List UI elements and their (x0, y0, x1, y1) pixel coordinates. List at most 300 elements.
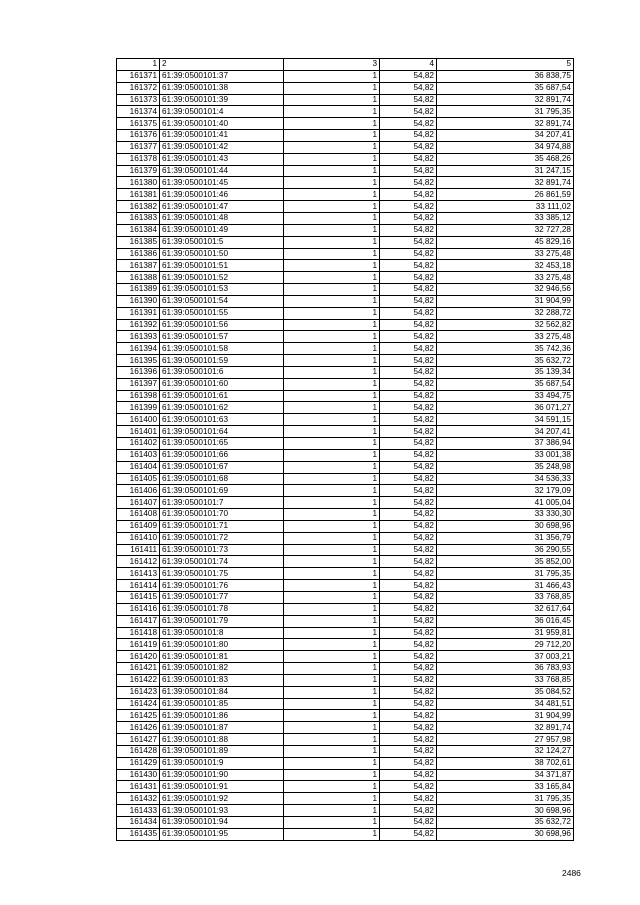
table-row (117, 805, 574, 817)
cell-quantity: 1 (284, 94, 380, 106)
cell-cadastral-number: 61:39:0500101:50 (160, 248, 284, 260)
cell-area: 54,82 (380, 757, 437, 769)
cell-quantity: 1 (284, 248, 380, 260)
cell-row-id: 161377 (117, 141, 160, 153)
page-number: 2486 (562, 868, 581, 878)
cell-value: 34 536,33 (437, 473, 574, 485)
cell-quantity: 1 (284, 603, 380, 615)
cell-row-id: 161411 (117, 544, 160, 556)
cell-cadastral-number: 61:39:0500101:6 (160, 366, 284, 378)
table-row (117, 82, 574, 94)
table-row (117, 509, 574, 521)
table-row (117, 426, 574, 438)
cell-row-id: 161379 (117, 165, 160, 177)
cell-quantity: 1 (284, 710, 380, 722)
cell-row-id: 161421 (117, 663, 160, 675)
cell-area: 54,82 (380, 734, 437, 746)
table-row (117, 674, 574, 686)
cell-cadastral-number: 61:39:0500101:59 (160, 355, 284, 367)
table-row (117, 817, 574, 829)
table-row (117, 295, 574, 307)
table-row (117, 70, 574, 82)
table-row (117, 627, 574, 639)
cell-quantity: 1 (284, 272, 380, 284)
cell-row-id: 161415 (117, 591, 160, 603)
table-row (117, 473, 574, 485)
header-row (117, 59, 574, 71)
cell-area: 54,82 (380, 141, 437, 153)
cell-quantity: 1 (284, 485, 380, 497)
cell-cadastral-number: 61:39:0500101:5 (160, 236, 284, 248)
cell-area: 54,82 (380, 568, 437, 580)
cell-row-id: 161372 (117, 82, 160, 94)
cell-row-id: 161422 (117, 674, 160, 686)
cell-row-id: 161400 (117, 414, 160, 426)
cell-row-id: 161395 (117, 355, 160, 367)
cell-value: 32 727,28 (437, 224, 574, 236)
cell-value: 35 139,34 (437, 366, 574, 378)
cell-row-id: 161409 (117, 520, 160, 532)
cell-cadastral-number: 61:39:0500101:81 (160, 651, 284, 663)
table-row (117, 663, 574, 675)
cell-cadastral-number: 61:39:0500101:71 (160, 520, 284, 532)
cell-area: 54,82 (380, 745, 437, 757)
cell-row-id: 161378 (117, 153, 160, 165)
cell-cadastral-number: 61:39:0500101:90 (160, 769, 284, 781)
cell-cadastral-number: 61:39:0500101:82 (160, 663, 284, 675)
cell-area: 54,82 (380, 177, 437, 189)
cell-value: 32 891,74 (437, 94, 574, 106)
cell-row-id: 161407 (117, 497, 160, 509)
cell-quantity: 1 (284, 639, 380, 651)
cell-value: 30 698,96 (437, 805, 574, 817)
cell-value: 32 288,72 (437, 307, 574, 319)
cell-cadastral-number: 61:39:0500101:38 (160, 82, 284, 94)
cell-cadastral-number: 61:39:0500101:37 (160, 70, 284, 82)
cell-row-id: 161429 (117, 757, 160, 769)
cell-quantity: 1 (284, 201, 380, 213)
cell-value: 35 084,52 (437, 686, 574, 698)
cell-area: 54,82 (380, 201, 437, 213)
cell-area: 54,82 (380, 295, 437, 307)
cell-cadastral-number: 61:39:0500101:63 (160, 414, 284, 426)
table-row (117, 520, 574, 532)
cell-area: 54,82 (380, 544, 437, 556)
cell-area: 54,82 (380, 366, 437, 378)
cell-quantity: 1 (284, 497, 380, 509)
cell-value: 33 111,02 (437, 201, 574, 213)
cell-cadastral-number: 61:39:0500101:45 (160, 177, 284, 189)
cell-value: 36 071,27 (437, 402, 574, 414)
table-row (117, 390, 574, 402)
cell-quantity: 1 (284, 651, 380, 663)
cell-quantity: 1 (284, 165, 380, 177)
table-row (117, 414, 574, 426)
cell-cadastral-number: 61:39:0500101:77 (160, 591, 284, 603)
cell-quantity: 1 (284, 355, 380, 367)
cell-row-id: 161410 (117, 532, 160, 544)
cell-row-id: 161392 (117, 319, 160, 331)
cell-value: 35 632,72 (437, 817, 574, 829)
cell-area: 54,82 (380, 781, 437, 793)
table-row (117, 710, 574, 722)
cell-value: 35 742,36 (437, 343, 574, 355)
cell-quantity: 1 (284, 141, 380, 153)
cell-row-id: 161414 (117, 580, 160, 592)
cell-area: 54,82 (380, 319, 437, 331)
cell-area: 54,82 (380, 82, 437, 94)
table-row (117, 331, 574, 343)
cell-quantity: 1 (284, 414, 380, 426)
cell-value: 27 957,98 (437, 734, 574, 746)
cell-value: 34 974,88 (437, 141, 574, 153)
cell-cadastral-number: 61:39:0500101:42 (160, 141, 284, 153)
cell-area: 54,82 (380, 414, 437, 426)
cell-quantity: 1 (284, 212, 380, 224)
cell-cadastral-number: 61:39:0500101:48 (160, 212, 284, 224)
cell-area: 54,82 (380, 591, 437, 603)
cell-value: 35 248,98 (437, 461, 574, 473)
cell-value: 34 371,87 (437, 769, 574, 781)
cell-row-id: 161387 (117, 260, 160, 272)
header-col-5: 5 (437, 59, 574, 71)
cell-quantity: 1 (284, 82, 380, 94)
table-row (117, 615, 574, 627)
cell-row-id: 161425 (117, 710, 160, 722)
cell-cadastral-number: 61:39:0500101:75 (160, 568, 284, 580)
cell-cadastral-number: 61:39:0500101:46 (160, 189, 284, 201)
cell-value: 45 829,16 (437, 236, 574, 248)
table-row (117, 686, 574, 698)
cell-cadastral-number: 61:39:0500101:86 (160, 710, 284, 722)
cell-quantity: 1 (284, 580, 380, 592)
cell-cadastral-number: 61:39:0500101:69 (160, 485, 284, 497)
table-row (117, 485, 574, 497)
table-row (117, 591, 574, 603)
cell-value: 35 468,26 (437, 153, 574, 165)
table-row (117, 745, 574, 757)
cell-quantity: 1 (284, 402, 380, 414)
table-row (117, 284, 574, 296)
cell-cadastral-number: 61:39:0500101:53 (160, 284, 284, 296)
cell-row-id: 161398 (117, 390, 160, 402)
cell-quantity: 1 (284, 106, 380, 118)
cell-quantity: 1 (284, 793, 380, 805)
cell-quantity: 1 (284, 520, 380, 532)
cell-cadastral-number: 61:39:0500101:51 (160, 260, 284, 272)
cell-quantity: 1 (284, 177, 380, 189)
cell-value: 32 891,74 (437, 177, 574, 189)
cell-value: 41 005,04 (437, 497, 574, 509)
cell-row-id: 161408 (117, 509, 160, 521)
table-row (117, 556, 574, 568)
table-body (117, 70, 574, 840)
cell-row-id: 161384 (117, 224, 160, 236)
cell-value: 33 165,84 (437, 781, 574, 793)
cell-row-id: 161381 (117, 189, 160, 201)
cell-value: 29 712,20 (437, 639, 574, 651)
cell-row-id: 161375 (117, 118, 160, 130)
cell-cadastral-number: 61:39:0500101:73 (160, 544, 284, 556)
cell-value: 32 124,27 (437, 745, 574, 757)
cell-cadastral-number: 61:39:0500101:88 (160, 734, 284, 746)
cell-row-id: 161380 (117, 177, 160, 189)
table-row (117, 651, 574, 663)
cell-cadastral-number: 61:39:0500101:84 (160, 686, 284, 698)
cell-row-id: 161420 (117, 651, 160, 663)
cell-value: 32 179,09 (437, 485, 574, 497)
cell-area: 54,82 (380, 307, 437, 319)
table-row (117, 189, 574, 201)
cell-cadastral-number: 61:39:0500101:56 (160, 319, 284, 331)
cell-area: 54,82 (380, 153, 437, 165)
header-col-3: 3 (284, 59, 380, 71)
cell-row-id: 161397 (117, 378, 160, 390)
cell-area: 54,82 (380, 686, 437, 698)
cell-cadastral-number: 61:39:0500101:57 (160, 331, 284, 343)
cell-cadastral-number: 61:39:0500101:61 (160, 390, 284, 402)
cell-value: 37 003,21 (437, 651, 574, 663)
cell-row-id: 161383 (117, 212, 160, 224)
cell-cadastral-number: 61:39:0500101:91 (160, 781, 284, 793)
table-row (117, 307, 574, 319)
cell-value: 32 891,74 (437, 118, 574, 130)
cell-area: 54,82 (380, 118, 437, 130)
cell-area: 54,82 (380, 663, 437, 675)
cell-row-id: 161423 (117, 686, 160, 698)
cell-value: 32 453,18 (437, 260, 574, 272)
cell-quantity: 1 (284, 781, 380, 793)
cell-area: 54,82 (380, 509, 437, 521)
cell-quantity: 1 (284, 236, 380, 248)
cell-row-id: 161418 (117, 627, 160, 639)
cell-quantity: 1 (284, 461, 380, 473)
cell-cadastral-number: 61:39:0500101:95 (160, 828, 284, 840)
cell-cadastral-number: 61:39:0500101:7 (160, 497, 284, 509)
cell-quantity: 1 (284, 426, 380, 438)
cell-value: 33 275,48 (437, 248, 574, 260)
cell-quantity: 1 (284, 307, 380, 319)
cell-row-id: 161374 (117, 106, 160, 118)
cell-area: 54,82 (380, 532, 437, 544)
cell-area: 54,82 (380, 343, 437, 355)
cell-row-id: 161404 (117, 461, 160, 473)
cell-quantity: 1 (284, 686, 380, 698)
cell-area: 54,82 (380, 710, 437, 722)
cell-value: 34 481,51 (437, 698, 574, 710)
cell-area: 54,82 (380, 698, 437, 710)
cell-area: 54,82 (380, 828, 437, 840)
cell-cadastral-number: 61:39:0500101:74 (160, 556, 284, 568)
cell-quantity: 1 (284, 674, 380, 686)
cell-area: 54,82 (380, 520, 437, 532)
cell-row-id: 161396 (117, 366, 160, 378)
cell-area: 54,82 (380, 651, 437, 663)
table-row (117, 378, 574, 390)
cell-value: 31 959,81 (437, 627, 574, 639)
cell-cadastral-number: 61:39:0500101:87 (160, 722, 284, 734)
cell-quantity: 1 (284, 591, 380, 603)
cell-row-id: 161426 (117, 722, 160, 734)
cell-cadastral-number: 61:39:0500101:52 (160, 272, 284, 284)
cell-cadastral-number: 61:39:0500101:4 (160, 106, 284, 118)
cell-quantity: 1 (284, 473, 380, 485)
cell-quantity: 1 (284, 118, 380, 130)
table-row (117, 828, 574, 840)
cell-area: 54,82 (380, 449, 437, 461)
cell-value: 33 768,85 (437, 591, 574, 603)
table-row (117, 343, 574, 355)
cell-row-id: 161393 (117, 331, 160, 343)
cell-cadastral-number: 61:39:0500101:64 (160, 426, 284, 438)
cell-quantity: 1 (284, 734, 380, 746)
cell-value: 30 698,96 (437, 520, 574, 532)
cell-cadastral-number: 61:39:0500101:94 (160, 817, 284, 829)
table-header (117, 59, 574, 71)
table-row (117, 153, 574, 165)
cell-quantity: 1 (284, 509, 380, 521)
table-row (117, 757, 574, 769)
cell-cadastral-number: 61:39:0500101:67 (160, 461, 284, 473)
table-row (117, 449, 574, 461)
cell-area: 54,82 (380, 130, 437, 142)
cell-row-id: 161424 (117, 698, 160, 710)
cell-row-id: 161386 (117, 248, 160, 260)
cell-cadastral-number: 61:39:0500101:89 (160, 745, 284, 757)
cell-area: 54,82 (380, 189, 437, 201)
cell-row-id: 161391 (117, 307, 160, 319)
cell-area: 54,82 (380, 224, 437, 236)
cell-row-id: 161389 (117, 284, 160, 296)
cell-value: 32 617,64 (437, 603, 574, 615)
cell-row-id: 161373 (117, 94, 160, 106)
cell-area: 54,82 (380, 272, 437, 284)
cell-cadastral-number: 61:39:0500101:58 (160, 343, 284, 355)
cell-area: 54,82 (380, 212, 437, 224)
cell-value: 36 290,55 (437, 544, 574, 556)
cell-area: 54,82 (380, 722, 437, 734)
cell-value: 32 562,82 (437, 319, 574, 331)
table-row (117, 319, 574, 331)
cell-quantity: 1 (284, 295, 380, 307)
cell-cadastral-number: 61:39:0500101:83 (160, 674, 284, 686)
cell-area: 54,82 (380, 485, 437, 497)
cell-value: 34 207,41 (437, 130, 574, 142)
cell-quantity: 1 (284, 532, 380, 544)
cell-cadastral-number: 61:39:0500101:8 (160, 627, 284, 639)
cell-quantity: 1 (284, 698, 380, 710)
cell-row-id: 161428 (117, 745, 160, 757)
table-row (117, 236, 574, 248)
cell-cadastral-number: 61:39:0500101:85 (160, 698, 284, 710)
cell-row-id: 161413 (117, 568, 160, 580)
cell-cadastral-number: 61:39:0500101:39 (160, 94, 284, 106)
table-row (117, 366, 574, 378)
cell-value: 36 783,93 (437, 663, 574, 675)
cell-quantity: 1 (284, 627, 380, 639)
cell-value: 31 795,35 (437, 793, 574, 805)
cell-row-id: 161382 (117, 201, 160, 213)
cell-cadastral-number: 61:39:0500101:76 (160, 580, 284, 592)
cell-area: 54,82 (380, 378, 437, 390)
cell-cadastral-number: 61:39:0500101:41 (160, 130, 284, 142)
cell-value: 35 632,72 (437, 355, 574, 367)
cell-quantity: 1 (284, 189, 380, 201)
cell-cadastral-number: 61:39:0500101:72 (160, 532, 284, 544)
cell-cadastral-number: 61:39:0500101:93 (160, 805, 284, 817)
cell-area: 54,82 (380, 473, 437, 485)
cell-quantity: 1 (284, 260, 380, 272)
registry-table (116, 58, 574, 841)
cell-row-id: 161403 (117, 449, 160, 461)
table-row (117, 603, 574, 615)
cell-cadastral-number: 61:39:0500101:78 (160, 603, 284, 615)
table-row (117, 355, 574, 367)
cell-area: 54,82 (380, 674, 437, 686)
cell-area: 54,82 (380, 355, 437, 367)
cell-cadastral-number: 61:39:0500101:92 (160, 793, 284, 805)
cell-value: 26 861,59 (437, 189, 574, 201)
cell-area: 54,82 (380, 426, 437, 438)
table-row (117, 497, 574, 509)
cell-row-id: 161385 (117, 236, 160, 248)
cell-value: 33 385,12 (437, 212, 574, 224)
cell-area: 54,82 (380, 793, 437, 805)
cell-area: 54,82 (380, 70, 437, 82)
cell-area: 54,82 (380, 627, 437, 639)
cell-area: 54,82 (380, 284, 437, 296)
cell-row-id: 161430 (117, 769, 160, 781)
cell-quantity: 1 (284, 805, 380, 817)
cell-quantity: 1 (284, 343, 380, 355)
cell-row-id: 161402 (117, 438, 160, 450)
cell-value: 30 698,96 (437, 828, 574, 840)
cell-value: 32 946,56 (437, 284, 574, 296)
header-col-4: 4 (380, 59, 437, 71)
cell-value: 31 356,79 (437, 532, 574, 544)
cell-value: 34 207,41 (437, 426, 574, 438)
cell-row-id: 161416 (117, 603, 160, 615)
cell-value: 35 687,54 (437, 378, 574, 390)
table-row (117, 201, 574, 213)
table-row (117, 639, 574, 651)
cell-row-id: 161435 (117, 828, 160, 840)
cell-value: 35 852,00 (437, 556, 574, 568)
cell-cadastral-number: 61:39:0500101:70 (160, 509, 284, 521)
cell-area: 54,82 (380, 556, 437, 568)
cell-row-id: 161432 (117, 793, 160, 805)
cell-cadastral-number: 61:39:0500101:79 (160, 615, 284, 627)
header-col-1: 1 (117, 59, 160, 71)
cell-quantity: 1 (284, 757, 380, 769)
cell-quantity: 1 (284, 331, 380, 343)
cell-quantity: 1 (284, 828, 380, 840)
cell-cadastral-number: 61:39:0500101:40 (160, 118, 284, 130)
cell-row-id: 161419 (117, 639, 160, 651)
table-row (117, 544, 574, 556)
cell-area: 54,82 (380, 817, 437, 829)
cell-cadastral-number: 61:39:0500101:65 (160, 438, 284, 450)
table-row (117, 769, 574, 781)
cell-value: 36 016,45 (437, 615, 574, 627)
table-row (117, 402, 574, 414)
table-row (117, 698, 574, 710)
cell-area: 54,82 (380, 260, 437, 272)
cell-cadastral-number: 61:39:0500101:47 (160, 201, 284, 213)
cell-row-id: 161431 (117, 781, 160, 793)
cell-value: 32 891,74 (437, 722, 574, 734)
cell-area: 54,82 (380, 769, 437, 781)
